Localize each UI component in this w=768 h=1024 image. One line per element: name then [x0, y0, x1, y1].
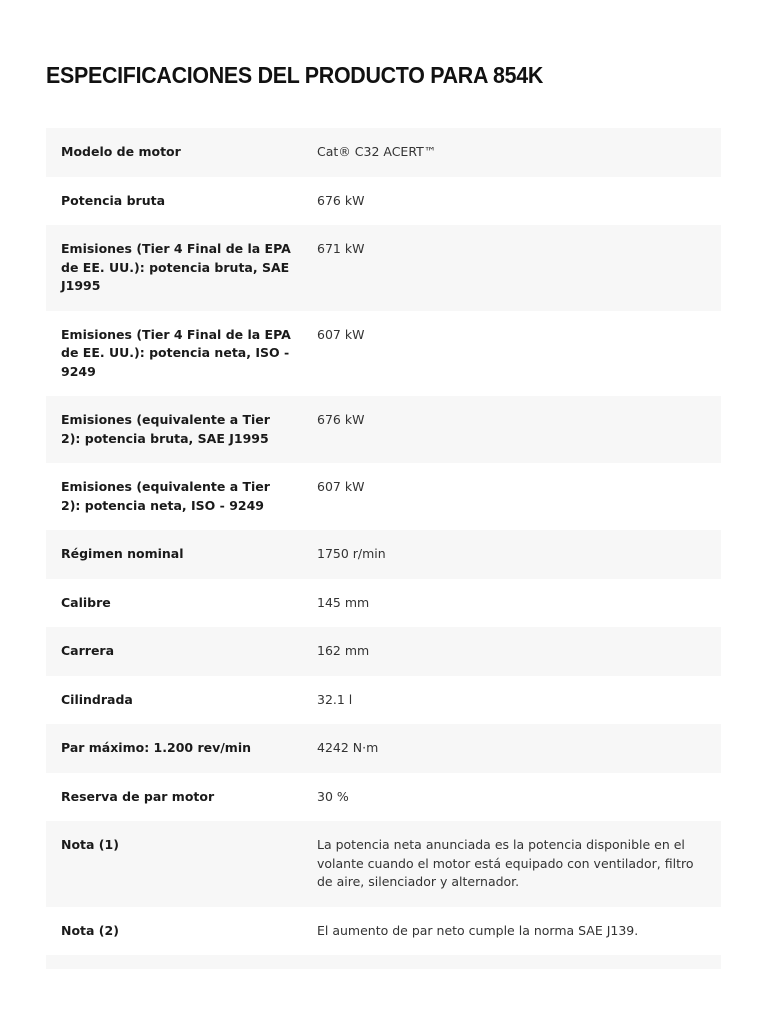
spec-row-note-2	[46, 907, 721, 956]
spec-row-bore	[46, 579, 721, 628]
spec-row-tier4-net-power	[46, 311, 721, 397]
spec-label: Carrera	[61, 643, 115, 658]
spec-row-torque-rise	[46, 773, 721, 822]
spec-label: Emisiones (equivalente a Tier 2): potencia neta, ISO - 9249	[61, 479, 270, 513]
spec-value: 676 kW	[317, 192, 365, 208]
spec-value: 607 kW	[317, 326, 365, 342]
spec-row-stroke	[46, 627, 721, 676]
spec-value: 145 mm	[317, 594, 370, 610]
spec-label: Potencia bruta	[61, 192, 166, 208]
spec-value: 671 kW	[317, 241, 365, 256]
spec-row-engine-model	[46, 128, 721, 177]
spec-value: La potencia neta anunciada es la potencia disponible en el volante cuando el motor está equipado con ventilador, filtro de aire, silenciador y alternador.	[317, 837, 694, 889]
spec-value: Cat® C32 ACERT™	[317, 144, 437, 159]
spec-label: Reserva de par motor	[61, 788, 215, 804]
spec-label: Emisiones (Tier 4 Final de la EPA de EE. UU.): potencia bruta, SAE J1995	[61, 241, 291, 293]
spec-row-note-1	[46, 821, 721, 907]
spec-label: Emisiones (Tier 4 Final de la EPA de EE. UU.): potencia neta, ISO - 9249	[61, 326, 291, 379]
spec-table	[46, 128, 721, 969]
spec-label: Régimen nominal	[61, 546, 184, 561]
spec-label: Par máximo: 1.200 rev/min	[61, 740, 252, 755]
spec-row-max-torque	[46, 724, 721, 773]
spec-value: 607 kW	[317, 479, 365, 494]
spec-value: 30 %	[317, 788, 349, 804]
spec-label: Nota (2)	[61, 922, 119, 938]
page-title: ESPECIFICACIONES DEL PRODUCTO PARA 854K	[46, 62, 544, 88]
spec-value: 676 kW	[317, 412, 365, 427]
spec-value: El aumento de par neto cumple la norma SAE J139.	[317, 922, 639, 938]
spec-label: Modelo de motor	[61, 144, 181, 159]
spec-value: 32.1 l	[317, 691, 353, 707]
spec-label: Nota (1)	[61, 837, 119, 852]
spec-label: Calibre	[61, 594, 111, 610]
spec-value: 162 mm	[317, 643, 370, 658]
spec-row-tier4-gross-power	[46, 225, 721, 311]
spec-row-tier2-gross-power	[46, 396, 721, 463]
spec-label: Cilindrada	[61, 691, 133, 707]
spec-value: 4242 N·m	[317, 740, 379, 755]
table-bottom-edge	[46, 955, 721, 969]
spec-row-rated-speed	[46, 530, 721, 579]
spec-row-displacement	[46, 676, 721, 725]
spec-row-gross-power	[46, 177, 721, 226]
spec-value: 1750 r/min	[317, 546, 386, 561]
spec-row-tier2-net-power	[46, 463, 721, 530]
spec-label: Emisiones (equivalente a Tier 2): potencia bruta, SAE J1995	[61, 412, 270, 446]
